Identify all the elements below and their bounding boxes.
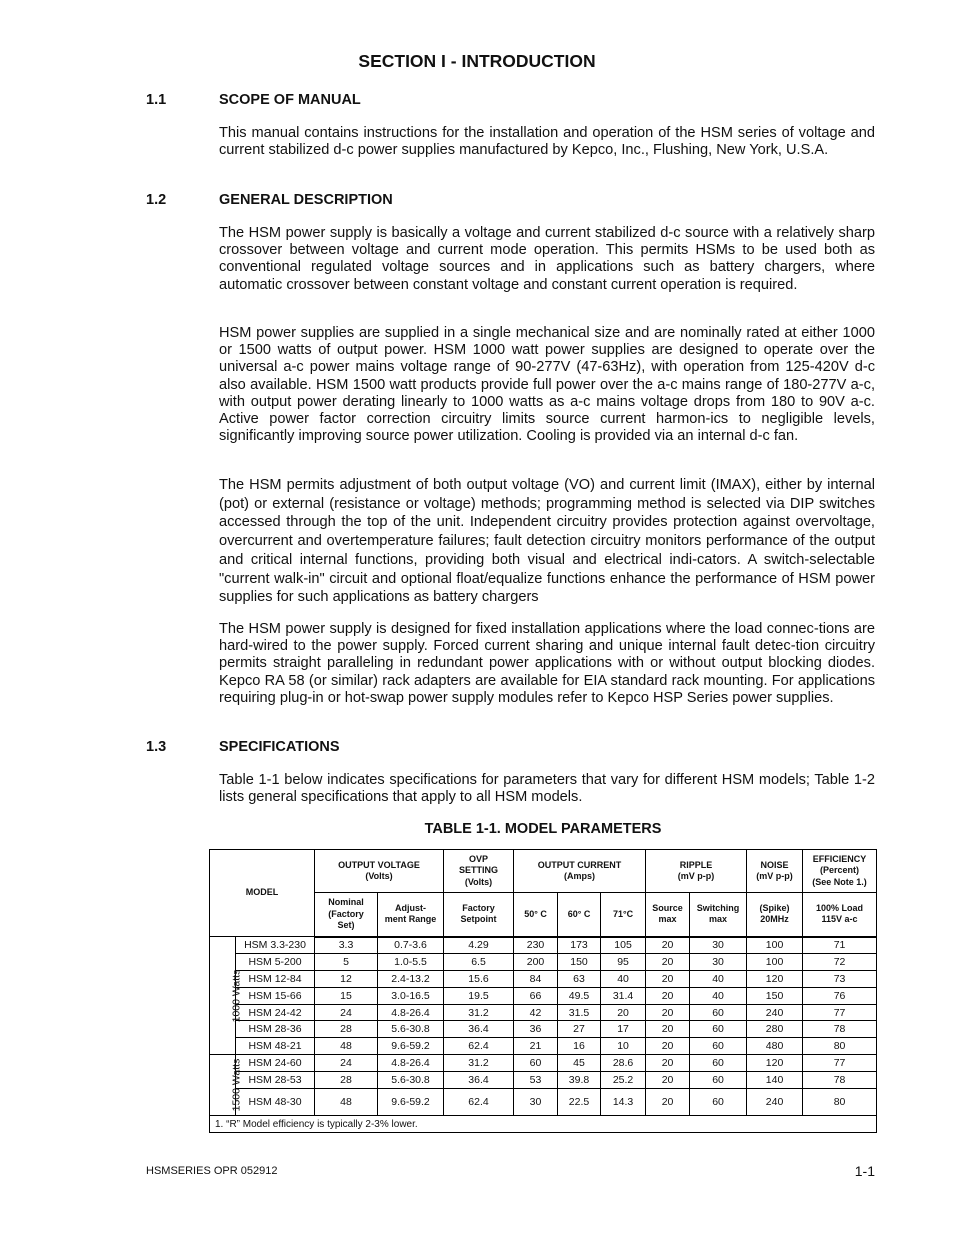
value-cell: 5.6-30.8 [378,1021,444,1038]
table-row [210,937,877,954]
value-cell: 4.8-26.4 [378,1055,444,1072]
section-heading-specifications [146,739,340,755]
model-parameters-table [209,849,877,1133]
value-cell: 60 [690,1004,747,1021]
value-cell: 27 [558,1021,601,1038]
table-row [210,1055,877,1072]
value-cell: 3.0-16.5 [378,987,444,1004]
value-cell: 10 [601,1038,646,1055]
model-cell: HSM 28-36 [236,1021,315,1038]
header-model: MODEL [210,850,315,937]
header-efficiency: EFFICIENCY (Percent) (See Note 1.) [803,850,877,893]
value-cell: 240 [747,1089,803,1116]
value-cell: 280 [747,1021,803,1038]
value-cell: 120 [747,1055,803,1072]
value-cell: 173 [558,937,601,954]
header-50c: 50° C [514,893,558,937]
value-cell: 40 [690,970,747,987]
model-cell: HSM 15-66 [236,987,315,1004]
header-60c: 60° C [558,893,601,937]
value-cell: 20 [646,1072,690,1089]
value-cell: 0.7-3.6 [378,937,444,954]
value-cell: 105 [601,937,646,954]
value-cell: 15 [315,987,378,1004]
value-cell: 62.4 [444,1089,514,1116]
paragraph-general-1: The HSM power supply is basically a voltage and current stabilized d-c source with a relatively sharp crossover between voltage and current mode operation. This permits HSMs to be used both as conventional regulated voltage sources and in applications such as battery chargers, where automatic crossover between constant voltage and constant current operation is required. [219,225,875,293]
model-cell: HSM 48-21 [236,1038,315,1055]
value-cell: 9.6-59.2 [378,1038,444,1055]
value-cell: 16 [558,1038,601,1055]
value-cell: 2.4-13.2 [378,970,444,987]
section-title: SCOPE OF MANUAL [219,92,361,108]
value-cell: 31.4 [601,987,646,1004]
value-cell: 100 [747,953,803,970]
value-cell: 95 [601,953,646,970]
table-row [210,1021,877,1038]
model-cell: HSM 48-30 [236,1089,315,1116]
value-cell: 20 [646,953,690,970]
page-title: SECTION I - INTRODUCTION [358,51,596,71]
value-cell: 49.5 [558,987,601,1004]
value-cell: 20 [646,970,690,987]
value-cell: 53 [514,1072,558,1089]
value-cell: 36.4 [444,1072,514,1089]
model-cell: HSM 24-60 [236,1055,315,1072]
paragraph-general-2: HSM power supplies are supplied in a single mechanical size and are nominally rated at either 1000 or 1500 watts of output power. HSM 1000 watt power supplies are designed to operate over the universal a-c power mains voltage range of 90-277V (47-63Hz), with operation from 125-420V d-c also available. HSM 1500 watt products provide full power over the a-c mains range of 180-277V a-c, with output power derating linearly to 1000 watts as a-c mains voltage drops from 180 to 90V a-c. Active power factor correction circuitry limits source current harmon-ics to negligible levels, significantly improving source power utilization. Cooling is provided via an internal d-c fan. [219,325,875,445]
table-row [210,1072,877,1089]
value-cell: 24 [315,1004,378,1021]
header-source-max: Source max [646,893,690,937]
table-row [210,1004,877,1021]
model-cell: HSM 3.3-230 [236,937,315,954]
value-cell: 60 [690,1021,747,1038]
value-cell: 31.5 [558,1004,601,1021]
header-nominal: Nominal (Factory Set) [315,893,378,937]
value-cell: 60 [690,1089,747,1116]
value-cell: 140 [747,1072,803,1089]
header-load: 100% Load 115V a-c [803,893,877,937]
value-cell: 48 [315,1038,378,1055]
header-output-current: OUTPUT CURRENT (Amps) [514,850,646,893]
value-cell: 20 [646,1055,690,1072]
value-cell: 31.2 [444,1055,514,1072]
table-row [210,1089,877,1116]
value-cell: 4.8-26.4 [378,1004,444,1021]
value-cell: 17 [601,1021,646,1038]
value-cell: 480 [747,1038,803,1055]
value-cell: 9.6-59.2 [378,1089,444,1116]
table-note-row [210,1116,877,1133]
value-cell: 42 [514,1004,558,1021]
value-cell: 62.4 [444,1038,514,1055]
value-cell: 66 [514,987,558,1004]
header-ripple: RIPPLE (mV p-p) [646,850,747,893]
section-heading-scope [146,92,361,108]
value-cell: 60 [690,1055,747,1072]
section-title: SPECIFICATIONS [219,739,340,755]
rows-1000-watts [210,937,877,1055]
value-cell: 20 [646,1004,690,1021]
table-caption: TABLE 1-1. MODEL PARAMETERS [424,821,662,837]
value-cell: 4.29 [444,937,514,954]
value-cell: 80 [803,1089,877,1116]
value-cell: 150 [747,987,803,1004]
paragraph-general-3: The HSM permits adjustment of both output voltage (VO) and current limit (IMAX), either by internal (pot) or external (resistance or voltage) methods; programming method is selected via DIP switches accessed through the top of the unit. Independent circuitry provides protection against overvoltage, overcurrent and overtemperature failures; fault detection circuitry monitors performance of the output and critical internal functions, providing both visual and electrical indi-cators. A switch-selectable "current walk-in" circuit and optional float/equalize functions enhance the performance of HSM power supplies for such applications as battery chargers [219,477,875,606]
table-header-row [210,850,877,893]
table-row [210,970,877,987]
table-row [210,953,877,970]
value-cell: 30 [514,1089,558,1116]
value-cell: 30 [690,953,747,970]
rows-1500-watts [210,1055,877,1116]
paragraph-general-4: The HSM power supply is designed for fixed installation applications where the load connec-tions are hard-wired to the power supply. Forced current sharing and unique internal fault detec-tion circuitry permits straight paralleling in redundant power applications with or without output blocking diodes. Kepco RA 58 (or similar) rack adapters are available for EIA standard rack mounting. For applications requiring plug-in or hot-swap power supply modules refer to Kepco HSP Series power supplies. [219,621,875,706]
value-cell: 5.6-30.8 [378,1072,444,1089]
value-cell: 60 [690,1038,747,1055]
section-number: 1.3 [146,739,167,755]
value-cell: 76 [803,987,877,1004]
header-factory-setpoint: Factory Setpoint [444,893,514,937]
table-row [210,1038,877,1055]
model-cell: HSM 5-200 [236,953,315,970]
value-cell: 60 [690,1072,747,1089]
value-cell: 28 [315,1021,378,1038]
value-cell: 28 [315,1072,378,1089]
value-cell: 100 [747,937,803,954]
header-71c: 71°C [601,893,646,937]
footer-document-id: HSMSERIES OPR 052912 [146,1165,278,1177]
value-cell: 3.3 [315,937,378,954]
value-cell: 22.5 [558,1089,601,1116]
section-number: 1.1 [146,92,167,108]
value-cell: 12 [315,970,378,987]
group-label-1500-watts: 1500 Watts [210,1055,236,1116]
header-switching-max: Switching max [690,893,747,937]
value-cell: 77 [803,1004,877,1021]
value-cell: 1.0-5.5 [378,953,444,970]
value-cell: 71 [803,937,877,954]
value-cell: 36.4 [444,1021,514,1038]
paragraph-scope: This manual contains instructions for the installation and operation of the HSM series of voltage and current stabilized d-c power supplies manufactured by Kepco, Inc., Flushing, New York, U.S.A. [219,125,875,159]
value-cell: 39.8 [558,1072,601,1089]
value-cell: 48 [315,1089,378,1116]
value-cell: 77 [803,1055,877,1072]
value-cell: 25.2 [601,1072,646,1089]
header-spike: (Spike) 20MHz [747,893,803,937]
value-cell: 6.5 [444,953,514,970]
value-cell: 20 [646,987,690,1004]
value-cell: 15.6 [444,970,514,987]
section-number: 1.2 [146,192,167,208]
value-cell: 150 [558,953,601,970]
value-cell: 20 [646,1021,690,1038]
section-title: GENERAL DESCRIPTION [219,192,393,208]
value-cell: 24 [315,1055,378,1072]
value-cell: 19.5 [444,987,514,1004]
value-cell: 120 [747,970,803,987]
model-cell: HSM 24-42 [236,1004,315,1021]
header-output-voltage: OUTPUT VOLTAGE (Volts) [315,850,444,893]
model-cell: HSM 12-84 [236,970,315,987]
value-cell: 20 [646,1089,690,1116]
section-heading-general [146,192,393,208]
value-cell: 60 [514,1055,558,1072]
value-cell: 78 [803,1021,877,1038]
value-cell: 240 [747,1004,803,1021]
value-cell: 20 [646,1038,690,1055]
value-cell: 80 [803,1038,877,1055]
value-cell: 72 [803,953,877,970]
value-cell: 14.3 [601,1089,646,1116]
value-cell: 20 [646,937,690,954]
value-cell: 5 [315,953,378,970]
header-noise: NOISE (mV p-p) [747,850,803,893]
footer-page-number: 1-1 [854,1163,875,1179]
value-cell: 31.2 [444,1004,514,1021]
value-cell: 84 [514,970,558,987]
table-row [210,987,877,1004]
value-cell: 21 [514,1038,558,1055]
value-cell: 63 [558,970,601,987]
value-cell: 73 [803,970,877,987]
value-cell: 36 [514,1021,558,1038]
value-cell: 45 [558,1055,601,1072]
value-cell: 230 [514,937,558,954]
value-cell: 200 [514,953,558,970]
value-cell: 40 [690,987,747,1004]
model-cell: HSM 28-53 [236,1072,315,1089]
group-label-1000-watts: 1000 Watts [210,937,236,1055]
value-cell: 28.6 [601,1055,646,1072]
value-cell: 20 [601,1004,646,1021]
value-cell: 78 [803,1072,877,1089]
table-note: 1. “R” Model efficiency is typically 2-3% lower. [210,1116,877,1133]
value-cell: 40 [601,970,646,987]
value-cell: 30 [690,937,747,954]
header-ovp: OVP SETTING (Volts) [444,850,514,893]
header-adjustment-range: Adjust- ment Range [378,893,444,937]
paragraph-specifications: Table 1-1 below indicates specifications for parameters that vary for different HSM models; Table 1-2 lists general specifications that apply to all HSM models. [219,772,875,806]
